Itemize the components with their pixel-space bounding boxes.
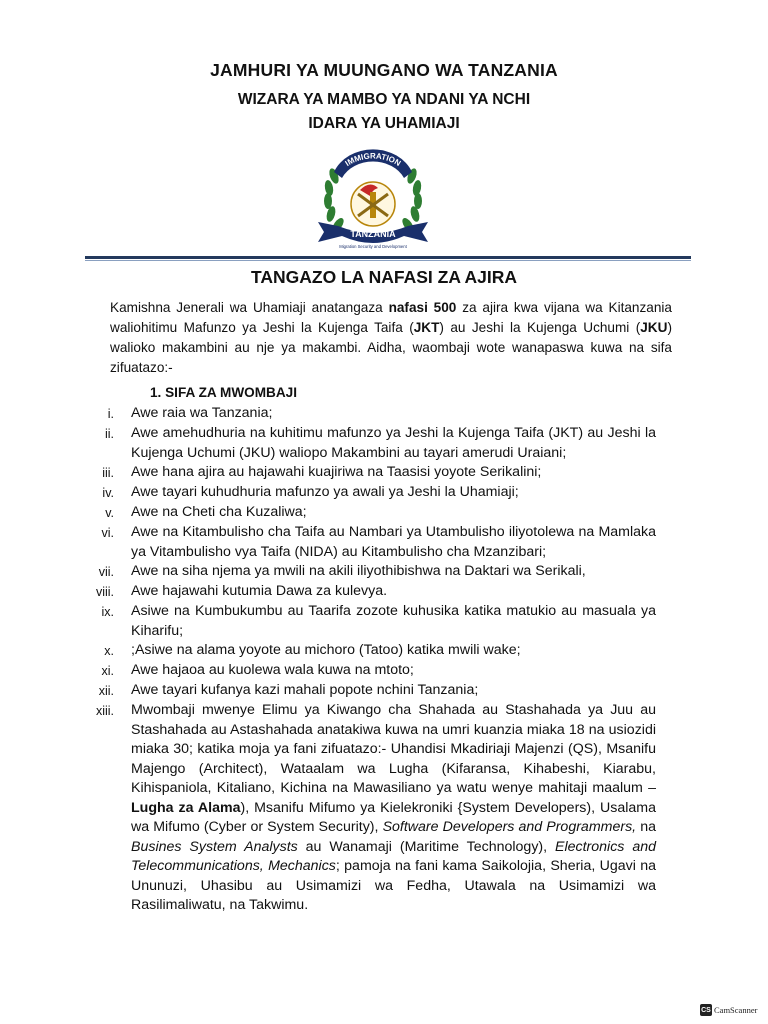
intro-paragraph: Kamishna Jenerali wa Uhamiaji anatangaza nafasi 500 za ajira kwa vijana wa Kitanzania waliohitimu Mafunzo ya Jeshi la Kujenga Taifa (JKT) au Jeshi la Kujenga Uchumi (JKU) walioko makambini au nje ya makambi. Aidha, waombaji wote wanapaswa kuwa na sifa zifuatazo:- [110, 300, 672, 375]
header-ministry: WIZARA YA MAMBO YA NDANI YA NCHI [237, 91, 531, 108]
list-item-number: xiii. [95, 704, 114, 718]
positions-count: nafasi 500 [388, 300, 457, 315]
list-item-text: Mwombaji mwenye Elimu ya Kiwango cha Shahada au Stashahada ya Juu au Stashahada au Astashahada anatakiwa kuwa na umri kuanzia miaka 18 na usiozidi miaka 30; katika moja ya fani zifuatazo:- Uhandisi Mkadiriaji Majenzi (QS), Msanifu Majengo (Architect), Wataalam wa Lugha (Kifaransa, Kihabeshi, Kiarabu, Kihispaniola, Kitaliano, Kichina na Mawasiliano ya watu wenye mahitaji maalum – Lugha za Alama), Msanifu Mifumo ya Kielekroniki {System Developers), Usalama wa Mifumo (Cyber or System Security), Software Developers and Programmers, na Busines System Analysts au Wanamaji (Maritime Technology), Electronics and Telecommunications, Mechanics; pamoja na fani kama Saikolojia, Sheria, Ugavi na Ununuzi, Uhasibu au Usimamizi wa Fedha, Utawala na Usimamizi wa Rasilimaliwatu, na Takwimu. [131, 702, 657, 913]
emblem-top-text: IMMIGRATION [343, 151, 403, 168]
list-item [0, 523, 768, 562]
list-item [0, 661, 768, 681]
list-item-number: x. [104, 644, 114, 658]
list-item-text: Awe tayari kuhudhuria mafunzo ya awali ya Jeshi la Uhamiaji; [131, 484, 519, 500]
emblem-banner-text: TANZANIA [350, 229, 396, 239]
emblem-motto: Migration Security and Development [339, 244, 407, 249]
list-item-text: Awe na Kitambulisho cha Taifa au Nambari ya Utambulisho iliyotolewa na Mamlaka ya Vitambulisho vya Taifa (NIDA) au Kitambulisho cha Mzanzibari; [131, 524, 656, 560]
header-divider-thin [85, 260, 691, 261]
list-item-number: ix. [101, 605, 114, 619]
list-item [0, 463, 768, 483]
list-item [0, 681, 768, 701]
list-item-number: i. [107, 407, 114, 421]
list-item-text: Awe na siha njema ya mwili na akili iliyothibishwa na Daktari wa Serikali, [131, 563, 586, 579]
list-item-number: vi. [101, 526, 114, 540]
list-item-number: xii. [98, 684, 114, 698]
list-item [0, 641, 768, 661]
list-item-text: Awe tayari kufanya kazi mahali popote nchini Tanzania; [131, 682, 479, 698]
list-item-text: Awe amehudhuria na kuhitimu mafunzo ya Jeshi la Kujenga Taifa (JKT) au Jeshi la Kujenga Uchumi (JKU) waliopo Makambini au tayari amerudi Uraiani; [131, 425, 656, 461]
list-item [0, 582, 768, 602]
camscanner-icon: CS [700, 1004, 712, 1016]
list-item [0, 602, 768, 641]
list-item-number: vii. [98, 565, 114, 579]
list-item-text: Awe hajawahi kutumia Dawa za kulevya. [131, 583, 388, 599]
list-item-number: viii. [95, 585, 114, 599]
list-item-text: Awe hajaoa au kuolewa wala kuwa na mtoto; [131, 662, 414, 678]
camscanner-text: CamScanner [714, 1005, 758, 1015]
list-item [0, 424, 768, 463]
list-item-number: ii. [104, 427, 114, 441]
section-heading: 1. SIFA ZA MWOMBAJI [150, 385, 298, 400]
list-item-text: Awe raia wa Tanzania; [131, 405, 273, 421]
list-item-number: xi. [101, 664, 114, 678]
announcement-title: TANGAZO LA NAFASI ZA AJIRA [250, 267, 518, 287]
list-item [0, 562, 768, 582]
list-item-number: iii. [102, 466, 114, 480]
immigration-emblem-logo [304, 136, 442, 254]
camscanner-watermark [700, 1004, 757, 1016]
list-item-text: ;Asiwe na alama yoyote au michoro (Tatoo) katika mwili wake; [131, 642, 521, 658]
list-item-text: Awe hana ajira au hajawahi kuajiriwa na Taasisi yoyote Serikalini; [131, 464, 542, 480]
list-item [0, 503, 768, 523]
list-item-text: Awe na Cheti cha Kuzaliwa; [131, 504, 307, 520]
requirements-list [0, 404, 768, 916]
list-item-number: iv. [102, 486, 114, 500]
list-item-text: Asiwe na Kumbukumbu au Taarifa zozote kuhusika katika matukio au masuala ya Kiharifu; [131, 603, 656, 639]
header-country: JAMHURI YA MUUNGANO WA TANZANIA [210, 60, 558, 80]
list-item [0, 404, 768, 424]
header-department: IDARA YA UHAMIAJI [308, 115, 460, 132]
header-divider [85, 256, 691, 259]
list-item [0, 483, 768, 503]
list-item-number: v. [105, 506, 114, 520]
list-item-qualifications [0, 701, 768, 916]
